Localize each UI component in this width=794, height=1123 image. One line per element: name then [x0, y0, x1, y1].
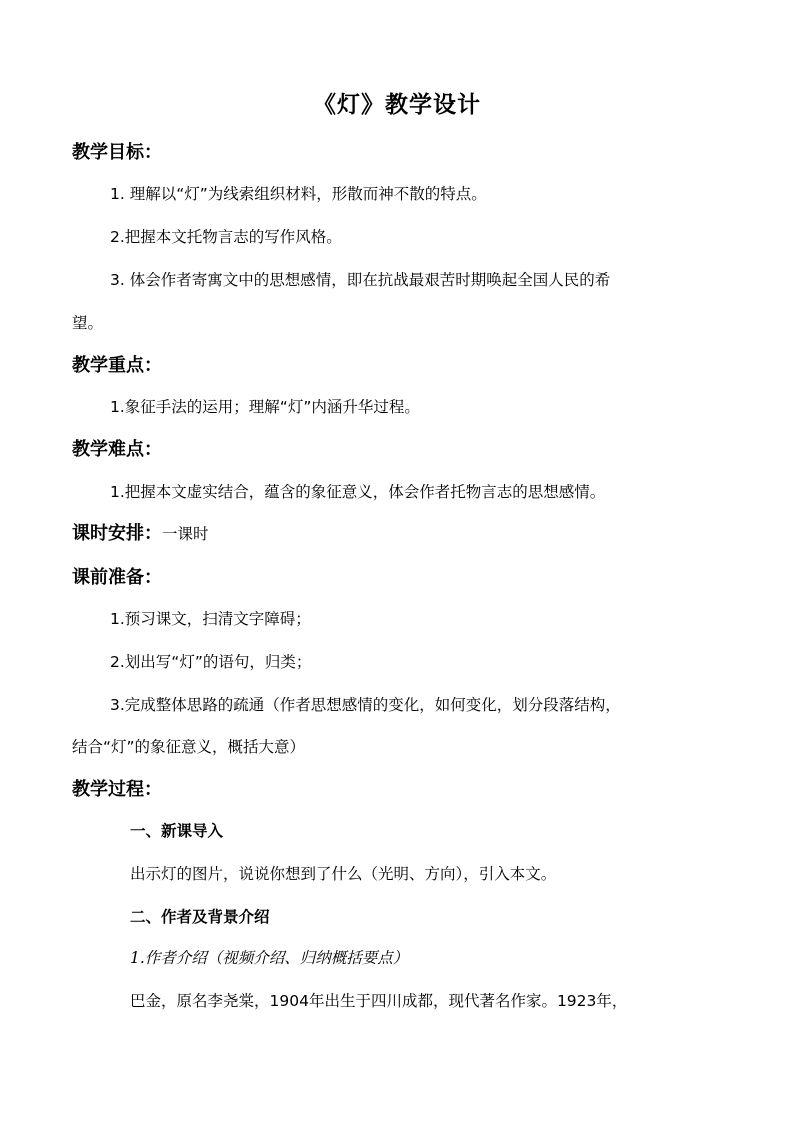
goal-item-1: 1. 理解以“灯”为线索组织材料，形散而神不散的特点。	[110, 185, 487, 203]
process-section1-text: 出示灯的图片，说说你想到了什么（光明、方向），引入本文。	[130, 865, 557, 883]
preparation-item-3: 3.完成整体思路的疏通（作者思想感情的变化，如何变化，划分段落结构，	[110, 696, 621, 714]
goal-item-3: 3. 体会作者寄寓文中的思想感情，即在抗战最艰苦时期唤起全国人民的希	[110, 271, 611, 289]
process-heading: 教学过程：	[72, 779, 162, 800]
process-section1-title: 一、新课导入	[130, 822, 224, 840]
key-point-item-1: 1.象征手法的运用；理解“灯”内涵升华过程。	[110, 398, 420, 416]
schedule-row	[72, 525, 209, 543]
preparation-heading: 课前准备：	[72, 567, 162, 588]
goal-item-2: 2.把握本文托物言志的写作风格。	[110, 228, 342, 246]
schedule-value: 一课时	[162, 525, 209, 543]
difficulty-item-1: 1.把握本文虚实结合，蕴含的象征意义，体会作者托物言志的思想感情。	[110, 483, 606, 501]
preparation-item-3-continued: 结合“灯”的象征意义，概括大意）	[72, 738, 306, 756]
goals-heading: 教学目标：	[72, 142, 162, 163]
goal-item-3-continued: 望。	[72, 314, 104, 332]
preparation-item-1: 1.预习课文，扫清文字障碍；	[110, 610, 311, 628]
document-title: 《灯》教学设计	[313, 92, 481, 118]
preparation-item-2: 2.划出写“灯”的语句，归类；	[110, 653, 312, 671]
process-section2-item1: 1.作者介绍（视频介绍、归纳概括要点）	[130, 949, 409, 967]
process-section2-text: 巴金，原名李尧棠，1904年出生于四川成都，现代著名作家。1923年，	[130, 992, 628, 1010]
difficulties-heading: 教学难点：	[72, 439, 162, 460]
schedule-heading: 课时安排：	[72, 523, 162, 544]
key-points-heading: 教学重点：	[72, 355, 162, 376]
process-section2-title: 二、作者及背景介绍	[130, 908, 270, 926]
